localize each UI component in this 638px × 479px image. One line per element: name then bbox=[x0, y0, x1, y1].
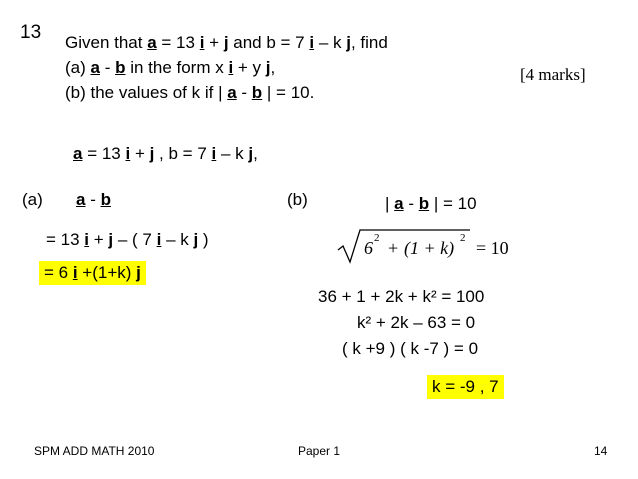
part-a-step-1: = 13 i + j – ( 7 i – k j ) bbox=[46, 230, 209, 249]
part-b-step-2: k² + 2k – 63 = 0 bbox=[357, 313, 476, 332]
question-line-2: (a) a - b in the form x i + y j, bbox=[65, 58, 276, 77]
part-a-answer: = 6 i +(1+k) j bbox=[39, 261, 146, 285]
question-number: 13 bbox=[20, 22, 42, 43]
footer-left: SPM ADD MATH 2010 bbox=[34, 444, 155, 458]
part-b-answer: k = -9 , 7 bbox=[427, 375, 504, 399]
part-a-label: (a) bbox=[22, 190, 43, 209]
sqrt-expression: 6 2 + (1 + k) 2 = 10 bbox=[336, 226, 526, 266]
given-line: a = 13 i + j , b = 7 i – k j, bbox=[73, 144, 258, 163]
part-a-expression: a - b bbox=[76, 190, 111, 209]
part-b-step-3: ( k +9 ) ( k -7 ) = 0 bbox=[342, 339, 479, 358]
question-line-3: (b) the values of k if | a - b | = 10. bbox=[65, 83, 315, 102]
part-b-step-1: 36 + 1 + 2k + k² = 100 bbox=[318, 287, 485, 306]
part-b-modulus: | a - b | = 10 bbox=[385, 194, 477, 213]
footer-page-number: 14 bbox=[594, 444, 608, 458]
footer-center: Paper 1 bbox=[298, 444, 341, 458]
question-line-1: Given that a = 13 i + j and b = 7 i – k j, find bbox=[65, 33, 388, 52]
marks-label: [4 marks] bbox=[520, 65, 586, 84]
part-b-label: (b) bbox=[287, 190, 308, 209]
